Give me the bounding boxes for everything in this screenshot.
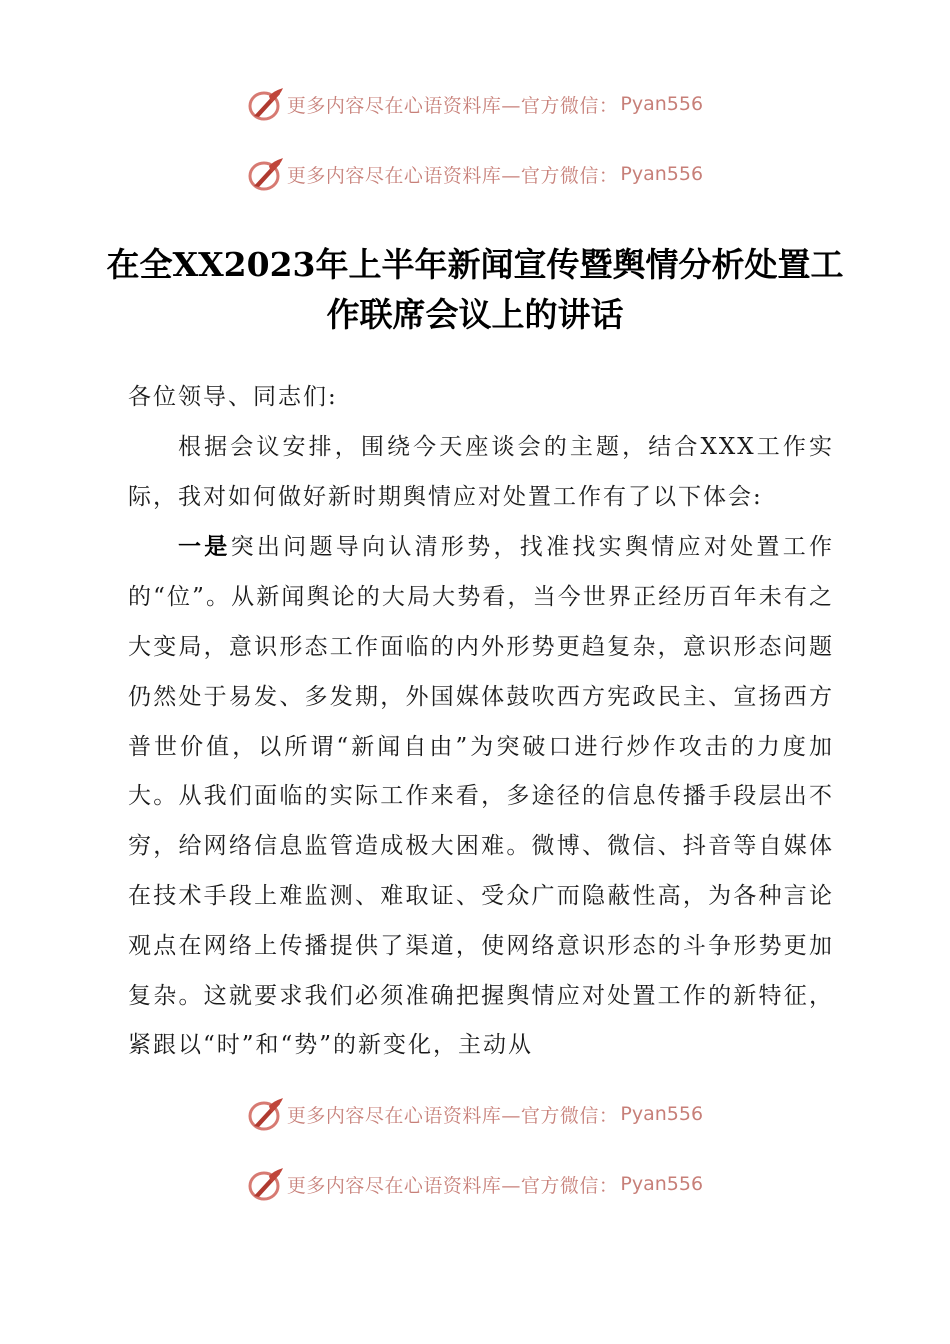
feather-pen-icon <box>247 1096 285 1132</box>
watermark-text: 更多内容尽在心语资料库—官方微信： <box>286 1104 619 1127</box>
feather-pen-icon <box>247 1166 285 1202</box>
watermark-id: Pyan556 <box>620 1173 704 1195</box>
feather-pen-icon <box>247 156 285 192</box>
watermark-id: Pyan556 <box>620 1103 704 1125</box>
paragraph-point-one <box>128 522 834 1071</box>
greeting: 各位领导、同志们: <box>128 384 338 410</box>
watermark-banner <box>0 1096 950 1132</box>
watermark-banner <box>0 86 950 122</box>
watermark-text: 更多内容尽在心语资料库—官方微信： <box>286 1174 619 1197</box>
document-title: 在全XX2023年上半年新闻宣传暨舆情分析处置工作联席会议上的讲话 <box>106 245 844 334</box>
point-text: 突出问题导向认清形势，找准找实舆情应对处置工作的“位”。从新闻舆论的大局大势看，当今世界正经历百年未有之大变局，意识形态工作面临的内外形势更趋复杂，意识形态问题仍然处于易发、多发期，外国媒体鼓吹西方宪政民主、宣扬西方普世价值，以所谓“新闻自由”为突破口进行炒作攻击的力度加大。从我们面临的实际工作来看，多途径的信息传播手段层出不穷，给网络信息监管造成极大困难。微博、微信、抖音等自媒体在技术手段上难监测、难取证、受众广而隐蔽性高，为各种言论观点在网络上传播提供了渠道，使网络意识形态的斗争形势更加复杂。这就要求我们必须准确把握舆情应对处置工作的新特征，紧跟以“时”和“势”的新变化，主动从 <box>128 534 835 1059</box>
watermark-banner <box>0 1166 950 1202</box>
paragraph-intro: 根据会议安排，围绕今天座谈会的主题，结合XXX工作实际，我对如何做好新时期舆情应对处置工作有了以下体会: <box>128 433 834 510</box>
document-body <box>128 373 834 1071</box>
watermark-id: Pyan556 <box>620 93 704 115</box>
watermark-id: Pyan556 <box>620 163 704 185</box>
watermark-text: 更多内容尽在心语资料库—官方微信： <box>286 94 619 117</box>
point-lead: 一是 <box>178 533 231 561</box>
watermark-banner <box>0 156 950 192</box>
watermark-text: 更多内容尽在心语资料库—官方微信： <box>286 164 619 187</box>
feather-pen-icon <box>247 86 285 122</box>
